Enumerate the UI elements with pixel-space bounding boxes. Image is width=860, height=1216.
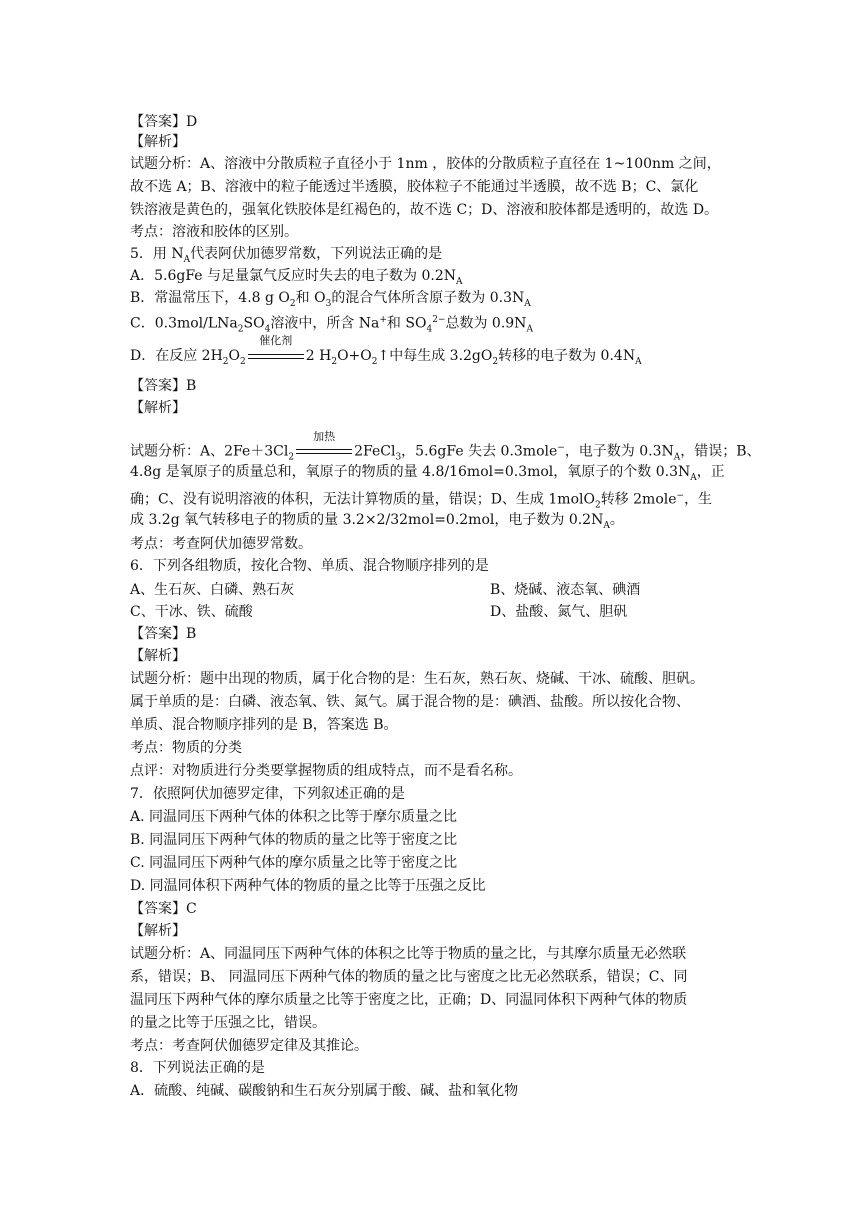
option-5b: B．常温常压下，4.8 g $O_2$和 $O_3$的混合气体所含原子数为 $0.3N_A$ — [130, 290, 531, 309]
option-7d: D. 同温同体积下两种气体的物质的量之比等于压强之反比 — [130, 878, 486, 894]
question-8: 8．下列说法正确的是 — [130, 1060, 265, 1076]
analysis-text: 温同压下两种气体的摩尔质量之比等于密度之比，正确；D、同温同体积下两种气体的物质 — [130, 992, 688, 1008]
options-6-row2 — [130, 602, 628, 622]
analysis-text: 单质、混合物顺序排列的是 B，答案选 B。 — [130, 717, 398, 733]
analysis-text: 的量之比等于压强之比，错误。 — [130, 1015, 326, 1031]
question-6: 6．下列各组物质，按化合物、单质、混合物顺序排列的是 — [130, 558, 489, 574]
analysis-text: 4.8g 是氧原子的质量总和，氧原子的物质的量 4.8/16mol=0.3mol，氧原子的个数 $0.3N_A$，正 — [130, 464, 725, 483]
catalyst-arrow: 催化剂 — [246, 346, 306, 366]
answer-value: D — [186, 114, 198, 130]
analysis-text: 铁溶液是黄色的，强氧化铁胶体是红褐色的，故不选 C；D、溶液和胶体都是透明的，故选 D。 — [130, 202, 719, 218]
comment: 点评：对物质进行分类要掌握物质的组成特点，而不是看名称。 — [130, 763, 522, 779]
options-6-row1 — [130, 580, 641, 600]
analysis-text: 试题分析：A、溶液中分散质粒子直径小于 1nm ，胶体的分散质粒子直径在 1~100nm 之间， — [130, 156, 721, 172]
analysis-heading: 【 解析 】 — [130, 921, 186, 941]
answer-line-6: 【 答案 】 B — [130, 624, 196, 644]
option-5a: A．5.6gFe 与足量氯气反应时失去的电子数为 $0.2N_A$ — [130, 268, 463, 287]
option-6d: D、盐酸、氮气、胆矾 — [490, 604, 628, 620]
analysis-text: 试题分析：题中出现的物质，属于化合物的是：生石灰，熟石灰、烧碱、干冰、硫酸、胆矾。 — [130, 671, 704, 687]
option-7c: C. 同温同压下两种气体的摩尔质量之比等于密度之比 — [130, 855, 458, 871]
option-5c: C．$0.3mol/LNa_2SO_4$溶液中，所含 Na+和 $SO_4^{2-}$总数为 $0.9N_A$ — [130, 315, 533, 335]
analysis-heading: 【 解析 】 — [130, 132, 186, 152]
answer-label: 【 答案 】 — [130, 114, 186, 130]
knowledge-point: 考点：考查阿伏加德罗常数。 — [130, 536, 312, 552]
option-5d: D．在反应 $2H_2O_2$ 催化剂 2 $H_2O+O_2↑$中每生成 $3.2gO_2$转移的电子数为 $0.4N_A$ — [130, 334, 642, 367]
answer-line-5: 【 答案 】 B — [130, 376, 196, 396]
analysis-text: 试题分析：A、$2Fe+3Cl_2$ 加热 2FeCl$_3$，5.6gFe 失去 0.3mole−，电子数为 $0.3N_A$，错误；B、 — [130, 429, 761, 463]
analysis-text: 试题分析：A、同温同压下两种气体的体积之比等于物质的量之比，与其摩尔质量无必然联 — [130, 946, 687, 962]
option-7b: B. 同温同压下两种气体的物质的量之比等于密度之比 — [130, 832, 458, 848]
analysis-text: 系，错误；B、 同温同压下两种气体的物质的量之比与密度之比无必然联系，错误；C、同 — [130, 969, 688, 985]
knowledge-point: 考点：溶液和胶体的区别。 — [130, 224, 298, 240]
option-6a: A、生石灰、白磷、熟石灰 — [130, 582, 295, 598]
knowledge-point: 考点：物质的分类 — [130, 740, 242, 756]
analysis-heading: 【 解析 】 — [130, 398, 186, 418]
answer-line-7: 【 答案 】 C — [130, 899, 197, 919]
option-8a: A．硫酸、纯碱、碳酸钠和生石灰分别属于酸、碱、盐和氧化物 — [130, 1083, 519, 1099]
analysis-text: 成 3.2g 氧气转移电子的物质的量 3.2×2/32mol=0.2mol，电子数为 $0.2N_A$。 — [130, 512, 624, 531]
heat-arrow: 加热 — [294, 442, 354, 462]
analysis-text: 属于单质的是：白磷、液态氧、铁、氮气。属于混合物的是：碘酒、盐酸。所以按化合物、 — [130, 694, 690, 710]
analysis-heading: 【 解析 】 — [130, 646, 186, 666]
option-7a: A. 同温同压下两种气体的体积之比等于摩尔质量之比 — [130, 809, 458, 825]
question-5: 5．用 $N_A$代表阿伏加德罗常数，下列说法正确的是 — [130, 246, 443, 265]
answer-line-4 — [130, 112, 197, 132]
analysis-text: 确；C、没有说明溶液的体积，无法计算物质的量，错误；D、生成 1molO$_2$转移 2mole−，生 — [130, 491, 713, 511]
option-6b: B、烧碱、液态氧、碘酒 — [490, 582, 641, 598]
question-7: 7．依照阿伏加德罗定律，下列叙述正确的是 — [130, 786, 405, 802]
analysis-text: 故不选 A；B、溶液中的粒子能透过半透膜，胶体粒子不能通过半透膜，故不选 B；C、氯化 — [130, 179, 699, 195]
option-6c: C、干冰、铁、硫酸 — [130, 604, 253, 620]
knowledge-point: 考点：考查阿伏伽德罗定律及其推论。 — [130, 1038, 368, 1054]
